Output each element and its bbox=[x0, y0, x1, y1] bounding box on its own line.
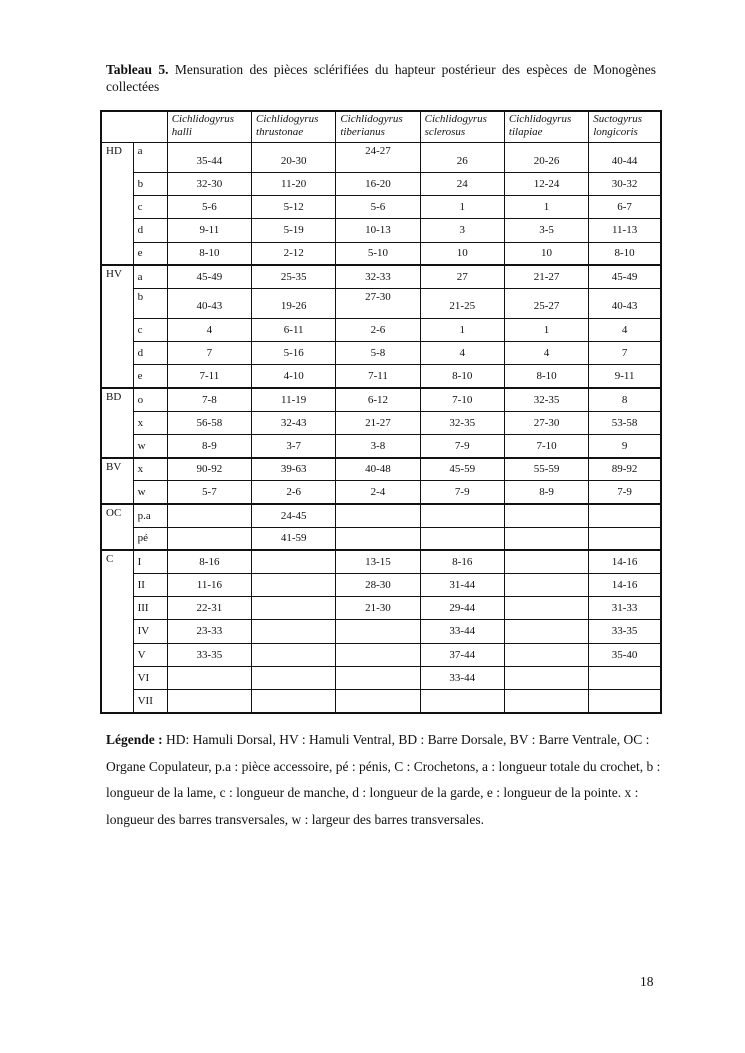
page-number: 18 bbox=[640, 974, 654, 989]
table-row bbox=[101, 527, 661, 550]
group-label: OC bbox=[101, 504, 133, 550]
column-genus: Suctogyrus bbox=[593, 113, 643, 125]
table-row bbox=[101, 196, 661, 219]
value-cell bbox=[336, 643, 420, 666]
column-species: tilapiae bbox=[508, 126, 543, 138]
value-cell: 8-9 bbox=[504, 481, 588, 504]
value-cell: 6-11 bbox=[252, 318, 336, 341]
sub-label: w bbox=[133, 481, 167, 504]
value-cell bbox=[504, 666, 588, 689]
value-cell: 21-25 bbox=[420, 288, 504, 318]
value-cell: 35-40 bbox=[589, 643, 661, 666]
value-cell bbox=[252, 550, 336, 573]
value-cell bbox=[504, 597, 588, 620]
sub-label: I bbox=[133, 550, 167, 573]
value-cell: 19-26 bbox=[252, 288, 336, 318]
value-cell: 40-48 bbox=[336, 458, 420, 481]
value-cell: 9-11 bbox=[589, 365, 661, 388]
value-cell bbox=[504, 689, 588, 712]
value-cell: 45-49 bbox=[167, 265, 251, 288]
table-row bbox=[101, 365, 661, 388]
value-cell: 13-15 bbox=[336, 550, 420, 573]
sub-label: w bbox=[133, 434, 167, 457]
sub-label: V bbox=[133, 643, 167, 666]
table-row bbox=[101, 219, 661, 242]
value-cell: 10-13 bbox=[336, 219, 420, 242]
legend-label: Légende : bbox=[106, 732, 163, 747]
sub-label: c bbox=[133, 318, 167, 341]
value-cell: 6-7 bbox=[589, 196, 661, 219]
value-cell: 30-32 bbox=[589, 173, 661, 196]
table-row bbox=[101, 620, 661, 643]
sub-label: III bbox=[133, 597, 167, 620]
value-cell: 7-9 bbox=[589, 481, 661, 504]
value-cell: 9 bbox=[589, 434, 661, 457]
group-label: BD bbox=[101, 388, 133, 458]
table-row bbox=[101, 434, 661, 457]
value-cell: 5-6 bbox=[167, 196, 251, 219]
value-cell bbox=[504, 550, 588, 573]
value-cell: 7-9 bbox=[420, 434, 504, 457]
value-cell: 8-10 bbox=[167, 242, 251, 265]
table-row bbox=[101, 481, 661, 504]
value-cell bbox=[252, 643, 336, 666]
value-cell: 6-12 bbox=[336, 388, 420, 411]
column-species: longicoris bbox=[593, 126, 638, 138]
value-cell bbox=[252, 689, 336, 712]
column-genus: Cichlidogyrus bbox=[340, 113, 403, 125]
value-cell: 5-7 bbox=[167, 481, 251, 504]
value-cell: 33-35 bbox=[167, 643, 251, 666]
column-genus: Cichlidogyrus bbox=[424, 113, 487, 125]
sub-label: VI bbox=[133, 666, 167, 689]
value-cell: 11-19 bbox=[252, 388, 336, 411]
value-cell: 29-44 bbox=[420, 597, 504, 620]
value-cell: 1 bbox=[504, 196, 588, 219]
sub-label: b bbox=[133, 288, 167, 318]
value-cell: 8-10 bbox=[420, 365, 504, 388]
value-cell: 27-30 bbox=[504, 411, 588, 434]
value-cell: 4 bbox=[504, 342, 588, 365]
value-cell: 89-92 bbox=[589, 458, 661, 481]
value-cell: 5-19 bbox=[252, 219, 336, 242]
table-row bbox=[101, 318, 661, 341]
column-species: thrustonae bbox=[256, 126, 304, 138]
value-cell bbox=[336, 504, 420, 527]
value-cell: 8 bbox=[589, 388, 661, 411]
group-label: BV bbox=[101, 458, 133, 504]
value-cell: 4 bbox=[420, 342, 504, 365]
value-cell: 27-30 bbox=[336, 288, 420, 318]
value-cell: 28-30 bbox=[336, 574, 420, 597]
value-cell: 9-11 bbox=[167, 219, 251, 242]
value-cell: 32-43 bbox=[252, 411, 336, 434]
value-cell: 22-31 bbox=[167, 597, 251, 620]
table-row bbox=[101, 411, 661, 434]
value-cell: 1 bbox=[504, 318, 588, 341]
caption-text: Mensuration des pièces sclérifiées du hapteur postérieur des espèces de Monogènes collectées bbox=[106, 62, 656, 94]
value-cell: 21-27 bbox=[336, 411, 420, 434]
group-label: C bbox=[101, 550, 133, 712]
value-cell bbox=[336, 666, 420, 689]
value-cell: 3-8 bbox=[336, 434, 420, 457]
sub-label: p.a bbox=[133, 504, 167, 527]
sub-label: a bbox=[133, 143, 167, 173]
value-cell bbox=[252, 574, 336, 597]
value-cell bbox=[336, 527, 420, 550]
value-cell bbox=[420, 504, 504, 527]
value-cell bbox=[336, 689, 420, 712]
value-cell: 5-12 bbox=[252, 196, 336, 219]
table-row bbox=[101, 689, 661, 712]
value-cell: 35-44 bbox=[167, 143, 251, 173]
value-cell: 7-10 bbox=[420, 388, 504, 411]
value-cell: 40-43 bbox=[589, 288, 661, 318]
value-cell: 55-59 bbox=[504, 458, 588, 481]
value-cell: 1 bbox=[420, 196, 504, 219]
value-cell bbox=[252, 666, 336, 689]
value-cell: 7-11 bbox=[336, 365, 420, 388]
value-cell bbox=[504, 574, 588, 597]
caption-label: Tableau 5. bbox=[106, 62, 169, 77]
sub-label: e bbox=[133, 242, 167, 265]
column-header bbox=[252, 111, 336, 143]
value-cell: 20-30 bbox=[252, 143, 336, 173]
table-row bbox=[101, 550, 661, 573]
table-row bbox=[101, 143, 661, 173]
sub-label: e bbox=[133, 365, 167, 388]
sub-label: c bbox=[133, 196, 167, 219]
value-cell bbox=[589, 504, 661, 527]
value-cell: 32-33 bbox=[336, 265, 420, 288]
value-cell bbox=[420, 689, 504, 712]
value-cell bbox=[336, 620, 420, 643]
sub-label: d bbox=[133, 342, 167, 365]
value-cell: 21-27 bbox=[504, 265, 588, 288]
value-cell: 33-44 bbox=[420, 666, 504, 689]
table-row bbox=[101, 643, 661, 666]
value-cell: 31-44 bbox=[420, 574, 504, 597]
measurement-table bbox=[100, 110, 662, 714]
value-cell: 40-44 bbox=[589, 143, 661, 173]
value-cell: 24-27 bbox=[336, 143, 420, 173]
value-cell: 3 bbox=[420, 219, 504, 242]
sub-label: x bbox=[133, 411, 167, 434]
value-cell: 25-27 bbox=[504, 288, 588, 318]
value-cell: 33-35 bbox=[589, 620, 661, 643]
value-cell: 11-13 bbox=[589, 219, 661, 242]
value-cell: 3-5 bbox=[504, 219, 588, 242]
column-species: sclerosus bbox=[424, 126, 466, 138]
table-caption bbox=[106, 61, 656, 95]
value-cell: 7 bbox=[589, 342, 661, 365]
value-cell: 8-9 bbox=[167, 434, 251, 457]
value-cell: 7-11 bbox=[167, 365, 251, 388]
table-row bbox=[101, 388, 661, 411]
sub-label: IV bbox=[133, 620, 167, 643]
table-row bbox=[101, 342, 661, 365]
value-cell: 2-4 bbox=[336, 481, 420, 504]
value-cell: 8-16 bbox=[420, 550, 504, 573]
value-cell: 23-33 bbox=[167, 620, 251, 643]
table-row bbox=[101, 265, 661, 288]
value-cell bbox=[504, 643, 588, 666]
table-row bbox=[101, 574, 661, 597]
value-cell bbox=[167, 689, 251, 712]
value-cell bbox=[252, 620, 336, 643]
value-cell: 25-35 bbox=[252, 265, 336, 288]
group-label: HD bbox=[101, 143, 133, 266]
value-cell bbox=[589, 689, 661, 712]
column-genus: Cichlidogyrus bbox=[508, 113, 572, 125]
sub-label: o bbox=[133, 388, 167, 411]
value-cell bbox=[420, 527, 504, 550]
sub-label: II bbox=[133, 574, 167, 597]
value-cell: 5-16 bbox=[252, 342, 336, 365]
value-cell: 10 bbox=[420, 242, 504, 265]
value-cell: 5-8 bbox=[336, 342, 420, 365]
column-header bbox=[336, 111, 420, 143]
value-cell: 21-30 bbox=[336, 597, 420, 620]
value-cell: 1 bbox=[420, 318, 504, 341]
table-row bbox=[101, 504, 661, 527]
value-cell bbox=[589, 527, 661, 550]
value-cell: 5-6 bbox=[336, 196, 420, 219]
sub-label: a bbox=[133, 265, 167, 288]
value-cell: 32-35 bbox=[504, 388, 588, 411]
column-header bbox=[167, 111, 251, 143]
value-cell bbox=[504, 504, 588, 527]
value-cell: 2-6 bbox=[336, 318, 420, 341]
column-genus: Cichlidogyrus bbox=[256, 113, 319, 125]
table-row bbox=[101, 288, 661, 318]
value-cell: 27 bbox=[420, 265, 504, 288]
value-cell: 4 bbox=[167, 318, 251, 341]
value-cell: 2-12 bbox=[252, 242, 336, 265]
value-cell: 26 bbox=[420, 143, 504, 173]
value-cell: 40-43 bbox=[167, 288, 251, 318]
table-row bbox=[101, 458, 661, 481]
column-header bbox=[420, 111, 504, 143]
corner-cell bbox=[101, 111, 167, 143]
value-cell: 7-10 bbox=[504, 434, 588, 457]
table-row bbox=[101, 597, 661, 620]
table-row bbox=[101, 666, 661, 689]
value-cell: 4 bbox=[589, 318, 661, 341]
value-cell: 8-10 bbox=[504, 365, 588, 388]
column-genus: Cichlidogyrus bbox=[171, 113, 235, 125]
value-cell: 16-20 bbox=[336, 173, 420, 196]
value-cell bbox=[167, 666, 251, 689]
value-cell: 24 bbox=[420, 173, 504, 196]
value-cell: 8-10 bbox=[589, 242, 661, 265]
legend bbox=[106, 727, 661, 833]
value-cell: 11-16 bbox=[167, 574, 251, 597]
value-cell: 7 bbox=[167, 342, 251, 365]
value-cell: 39-63 bbox=[252, 458, 336, 481]
value-cell bbox=[504, 527, 588, 550]
value-cell: 3-7 bbox=[252, 434, 336, 457]
sub-label: x bbox=[133, 458, 167, 481]
column-header bbox=[589, 111, 661, 143]
value-cell bbox=[504, 620, 588, 643]
column-species: tiberianus bbox=[340, 126, 385, 138]
value-cell: 7-8 bbox=[167, 388, 251, 411]
value-cell: 5-10 bbox=[336, 242, 420, 265]
sub-label: d bbox=[133, 219, 167, 242]
value-cell bbox=[167, 527, 251, 550]
value-cell: 12-24 bbox=[504, 173, 588, 196]
legend-text: HD: Hamuli Dorsal, HV : Hamuli Ventral, BD : Barre Dorsale, BV : Barre Ventrale, OC : Organe Copulateur, p.a : pièce accessoire, pé : pénis, C : Crochetons, a : longueur totale du crochet, b : longueur de la lame, c : longueur de manche, d : longueur de la garde, e : longueur de la pointe. x : longueur des barres transversales, w : largeur des barres transversales. bbox=[106, 732, 661, 827]
column-header bbox=[504, 111, 588, 143]
value-cell: 24-45 bbox=[252, 504, 336, 527]
value-cell: 56-58 bbox=[167, 411, 251, 434]
sub-label: pé bbox=[133, 527, 167, 550]
value-cell: 20-26 bbox=[504, 143, 588, 173]
table-row bbox=[101, 242, 661, 265]
table-header-row bbox=[101, 111, 661, 143]
value-cell: 33-44 bbox=[420, 620, 504, 643]
value-cell: 32-35 bbox=[420, 411, 504, 434]
value-cell: 14-16 bbox=[589, 550, 661, 573]
value-cell: 45-59 bbox=[420, 458, 504, 481]
value-cell: 53-58 bbox=[589, 411, 661, 434]
value-cell: 41-59 bbox=[252, 527, 336, 550]
table-row bbox=[101, 173, 661, 196]
sub-label: b bbox=[133, 173, 167, 196]
value-cell: 37-44 bbox=[420, 643, 504, 666]
value-cell bbox=[167, 504, 251, 527]
sub-label: VII bbox=[133, 689, 167, 712]
column-species: halli bbox=[171, 126, 192, 138]
value-cell: 7-9 bbox=[420, 481, 504, 504]
value-cell: 4-10 bbox=[252, 365, 336, 388]
value-cell: 32-30 bbox=[167, 173, 251, 196]
value-cell: 31-33 bbox=[589, 597, 661, 620]
value-cell bbox=[589, 666, 661, 689]
value-cell: 8-16 bbox=[167, 550, 251, 573]
value-cell: 90-92 bbox=[167, 458, 251, 481]
value-cell bbox=[252, 597, 336, 620]
value-cell: 11-20 bbox=[252, 173, 336, 196]
value-cell: 10 bbox=[504, 242, 588, 265]
table-body bbox=[101, 143, 661, 713]
value-cell: 45-49 bbox=[589, 265, 661, 288]
group-label: HV bbox=[101, 265, 133, 388]
value-cell: 2-6 bbox=[252, 481, 336, 504]
value-cell: 14-16 bbox=[589, 574, 661, 597]
